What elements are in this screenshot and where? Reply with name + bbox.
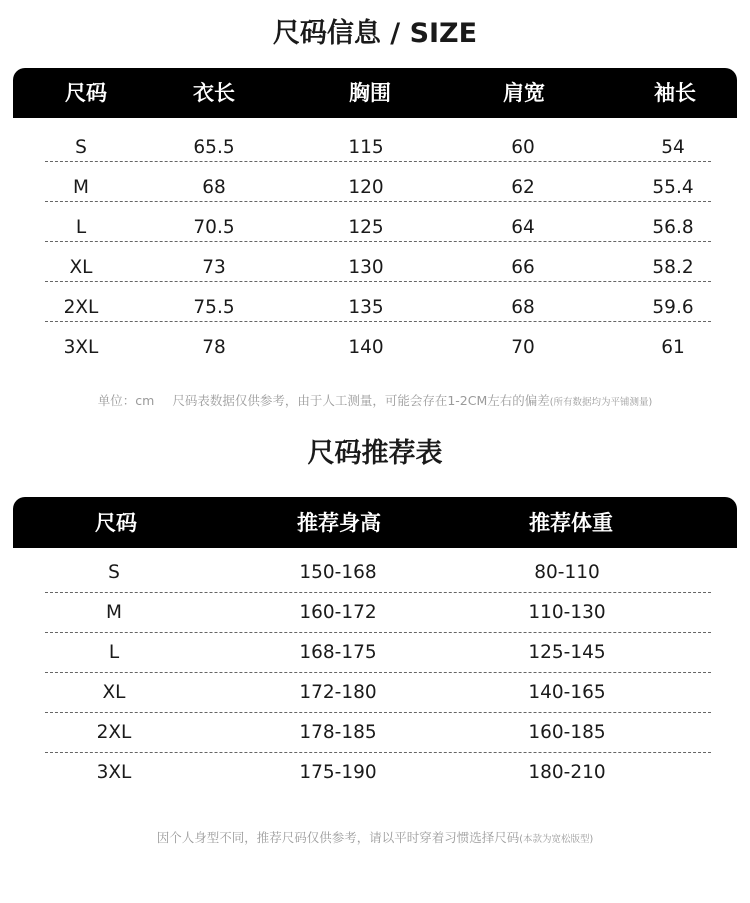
cell-length: 68 (202, 177, 226, 198)
header-weight: 推荐体重 (529, 511, 613, 535)
recommend-disclaimer: 因个人身型不同，推荐尺码仅供参考，请以平时穿着习惯选择尺码 (156, 830, 520, 845)
cell-chest: 135 (348, 297, 384, 318)
cell-height: 178-185 (299, 722, 377, 743)
cell-size: M (106, 602, 122, 623)
cell-size: S (75, 137, 87, 158)
cell-height: 150-168 (299, 562, 377, 583)
cell-size: 3XL (63, 337, 99, 358)
recommend-table-header (13, 497, 737, 548)
cell-shoulder: 62 (511, 177, 535, 198)
header-size: 尺码 (95, 511, 137, 535)
cell-shoulder: 66 (511, 257, 535, 278)
cell-length: 70.5 (193, 217, 235, 238)
header-length: 衣长 (193, 81, 235, 105)
cell-chest: 120 (348, 177, 384, 198)
table-row (0, 673, 750, 713)
cell-shoulder: 60 (511, 137, 535, 158)
row-divider (45, 281, 711, 282)
cell-size: XL (69, 257, 93, 278)
cell-sleeve: 58.2 (652, 257, 694, 278)
row-divider (45, 241, 711, 242)
cell-size: S (108, 562, 120, 583)
cell-shoulder: 68 (511, 297, 535, 318)
cell-shoulder: 64 (511, 217, 535, 238)
fit-note: (本款为宽松版型) (519, 834, 594, 845)
header-height: 推荐身高 (297, 511, 381, 535)
cell-chest: 130 (348, 257, 384, 278)
table-row (0, 208, 750, 248)
cell-weight: 180-210 (528, 762, 606, 783)
cell-shoulder: 70 (511, 337, 535, 358)
cell-weight: 125-145 (528, 642, 606, 663)
row-divider (45, 161, 711, 162)
cell-size: 3XL (96, 762, 132, 783)
cell-length: 65.5 (193, 137, 235, 158)
table-row (0, 248, 750, 288)
cell-length: 78 (202, 337, 226, 358)
cell-size: XL (102, 682, 126, 703)
measurement-method-note: (所有数据均为平铺测量) (549, 397, 653, 408)
cell-size: L (108, 642, 120, 663)
header-sleeve: 袖长 (654, 81, 696, 105)
cell-chest: 140 (348, 337, 384, 358)
table-row (0, 328, 750, 368)
table-row (0, 553, 750, 593)
cell-length: 73 (202, 257, 226, 278)
recommend-chart-note (0, 828, 750, 846)
cell-sleeve: 61 (661, 337, 685, 358)
cell-size: M (73, 177, 89, 198)
cell-height: 175-190 (299, 762, 377, 783)
size-chart-title: 尺码信息 / SIZE (272, 18, 478, 49)
table-row (0, 128, 750, 168)
measurement-disclaimer: 尺码表数据仅供参考，由于人工测量，可能会存在1-2CM左右的偏差 (172, 393, 550, 408)
cell-weight: 140-165 (528, 682, 606, 703)
unit-label: 单位：cm (97, 393, 155, 408)
size-table-header (13, 68, 737, 118)
cell-height: 168-175 (299, 642, 377, 663)
cell-sleeve: 59.6 (652, 297, 694, 318)
recommend-chart-title: 尺码推荐表 (307, 438, 443, 469)
table-row (0, 168, 750, 208)
header-shoulder: 肩宽 (503, 81, 545, 105)
table-row (0, 713, 750, 753)
table-row (0, 753, 750, 793)
header-chest: 胸围 (349, 81, 391, 105)
table-row (0, 288, 750, 328)
cell-chest: 125 (348, 217, 384, 238)
cell-length: 75.5 (193, 297, 235, 318)
row-divider (45, 321, 711, 322)
cell-size: 2XL (96, 722, 132, 743)
cell-weight: 160-185 (528, 722, 606, 743)
cell-sleeve: 56.8 (652, 217, 694, 238)
table-row (0, 633, 750, 673)
row-divider (45, 201, 711, 202)
cell-size: L (75, 217, 87, 238)
cell-size: 2XL (63, 297, 99, 318)
header-size: 尺码 (65, 81, 107, 105)
cell-height: 160-172 (299, 602, 377, 623)
cell-sleeve: 54 (661, 137, 685, 158)
cell-height: 172-180 (299, 682, 377, 703)
cell-sleeve: 55.4 (652, 177, 694, 198)
cell-weight: 80-110 (534, 562, 600, 583)
cell-weight: 110-130 (528, 602, 606, 623)
size-chart-note (0, 391, 750, 409)
cell-chest: 115 (348, 137, 384, 158)
table-row (0, 593, 750, 633)
